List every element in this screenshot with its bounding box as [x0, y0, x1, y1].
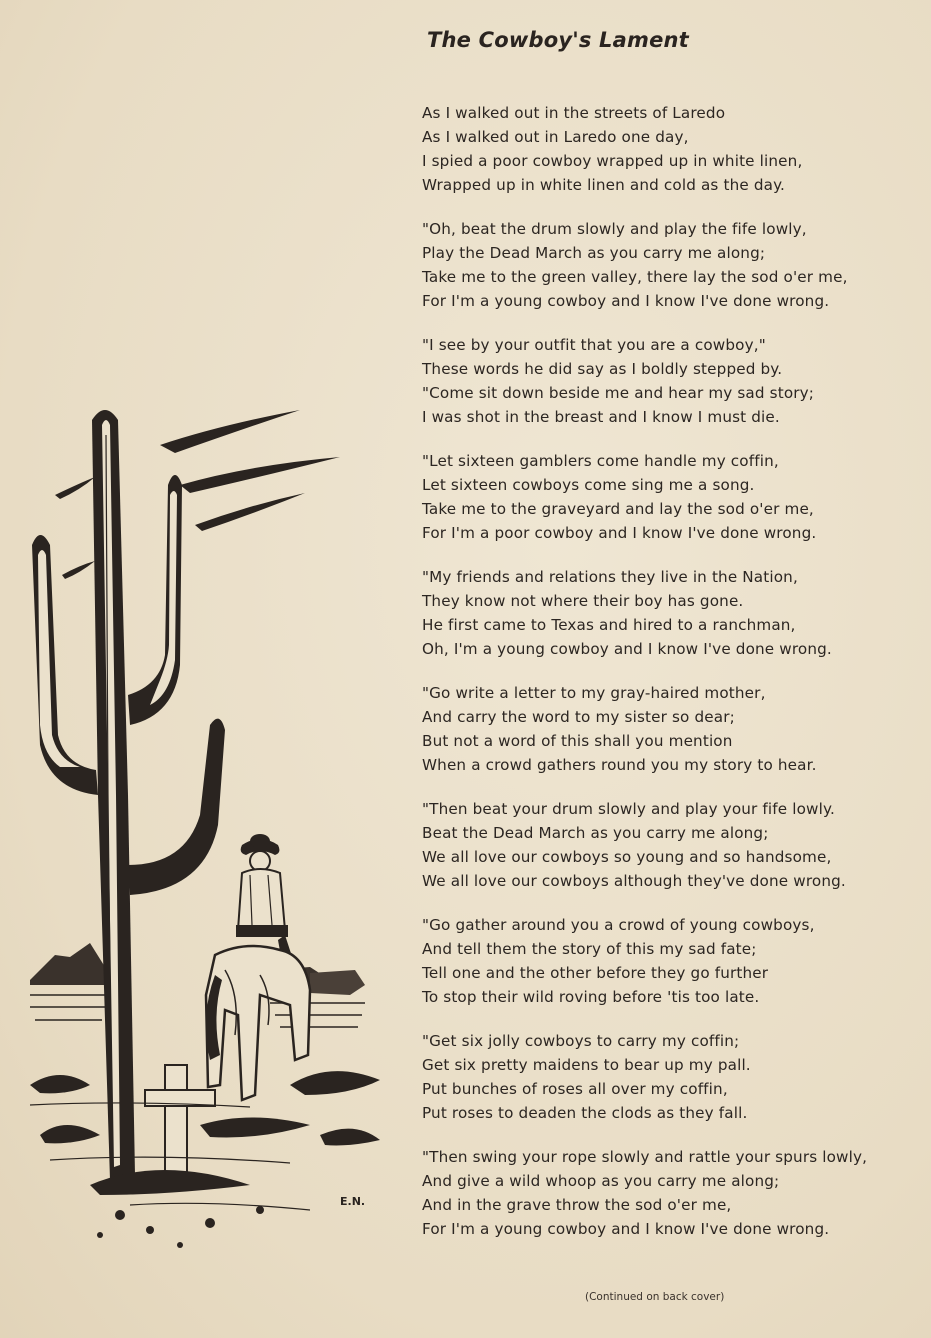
stanza — [422, 913, 922, 1009]
poem-line: For I'm a poor cowboy and I know I've done wrong. — [422, 524, 817, 542]
stanza — [422, 1145, 922, 1241]
poem-line: They know not where their boy has gone. — [422, 592, 744, 610]
poem-line: "I see by your outfit that you are a cowboy," — [422, 336, 766, 354]
poem-line: "Then beat your drum slowly and play your fife lowly. — [422, 800, 835, 818]
poem-line: And in the grave throw the sod o'er me, — [422, 1196, 732, 1214]
poem-line: "Oh, beat the drum slowly and play the fife lowly, — [422, 220, 807, 238]
poem-line: For I'm a young cowboy and I know I've done wrong. — [422, 1220, 830, 1238]
poem-line: Tell one and the other before they go further — [422, 964, 769, 982]
stanza — [422, 333, 922, 429]
poem-body — [422, 101, 922, 1261]
poem-line: I was shot in the breast and I know I must die. — [422, 408, 780, 426]
poem-line: To stop their wild roving before 'tis too late. — [422, 988, 760, 1006]
stanza — [422, 449, 922, 545]
artist-signature: E.N. — [340, 1195, 366, 1208]
poem-line: "Go write a letter to my gray-haired mother, — [422, 684, 766, 702]
poem-line: Put bunches of roses all over my coffin, — [422, 1080, 728, 1098]
poem-line: As I walked out in the streets of Laredo — [422, 104, 726, 122]
continued-note: (Continued on back cover) — [585, 1291, 725, 1303]
poem-line: Oh, I'm a young cowboy and I know I've done wrong. — [422, 640, 832, 658]
desert-stripes — [30, 995, 365, 1027]
stanza — [422, 1029, 922, 1125]
poem-line: Beat the Dead March as you carry me along; — [422, 824, 769, 842]
poem-line: And give a wild whoop as you carry me along; — [422, 1172, 780, 1190]
poem-line: As I walked out in Laredo one day, — [422, 128, 689, 146]
poem-line: But not a word of this shall you mention — [422, 732, 733, 750]
poem-line: For I'm a young cowboy and I know I've done wrong. — [422, 292, 830, 310]
poem-line: Let sixteen cowboys come sing me a song. — [422, 476, 755, 494]
poem-line: "Get six jolly cowboys to carry my coffin; — [422, 1032, 740, 1050]
cowboy-on-horse — [206, 834, 310, 1100]
poem-line: And tell them the story of this my sad fate; — [422, 940, 757, 958]
stanza — [422, 681, 922, 777]
poem-title: The Cowboy's Lament — [427, 28, 689, 52]
poem-line: We all love our cowboys so young and so handsome, — [422, 848, 832, 866]
poem-line: Take me to the green valley, there lay the sod o'er me, — [422, 268, 848, 286]
poem-line: Wrapped up in white linen and cold as the day. — [422, 176, 786, 194]
poem-line: These words he did say as I boldly stepped by. — [422, 360, 783, 378]
poem-line: When a crowd gathers round you my story to hear. — [422, 756, 817, 774]
stanza — [422, 797, 922, 893]
poem-line: I spied a poor cowboy wrapped up in white linen, — [422, 152, 803, 170]
poem-line: Take me to the graveyard and lay the sod o'er me, — [422, 500, 814, 518]
poem-line: "My friends and relations they live in the Nation, — [422, 568, 798, 586]
poem-line: He first came to Texas and hired to a ranchman, — [422, 616, 796, 634]
poem-line: "Go gather around you a crowd of young cowboys, — [422, 916, 815, 934]
cactus-cowboy-illustration — [10, 395, 390, 1265]
poem-line: Put roses to deaden the clods as they fall. — [422, 1104, 748, 1122]
poem-line: "Let sixteen gamblers come handle my coffin, — [422, 452, 779, 470]
poem-line: Play the Dead March as you carry me along; — [422, 244, 766, 262]
stanza — [422, 217, 922, 313]
poem-line: "Come sit down beside me and hear my sad story; — [422, 384, 815, 402]
poem-line: "Then swing your rope slowly and rattle your spurs lowly, — [422, 1148, 868, 1166]
mesas — [30, 943, 365, 995]
poem-line: Get six pretty maidens to bear up my pall. — [422, 1056, 751, 1074]
poem-line: We all love our cowboys although they've done wrong. — [422, 872, 846, 890]
stanza — [422, 565, 922, 661]
poem-line: And carry the word to my sister so dear; — [422, 708, 735, 726]
stanza — [422, 101, 922, 197]
